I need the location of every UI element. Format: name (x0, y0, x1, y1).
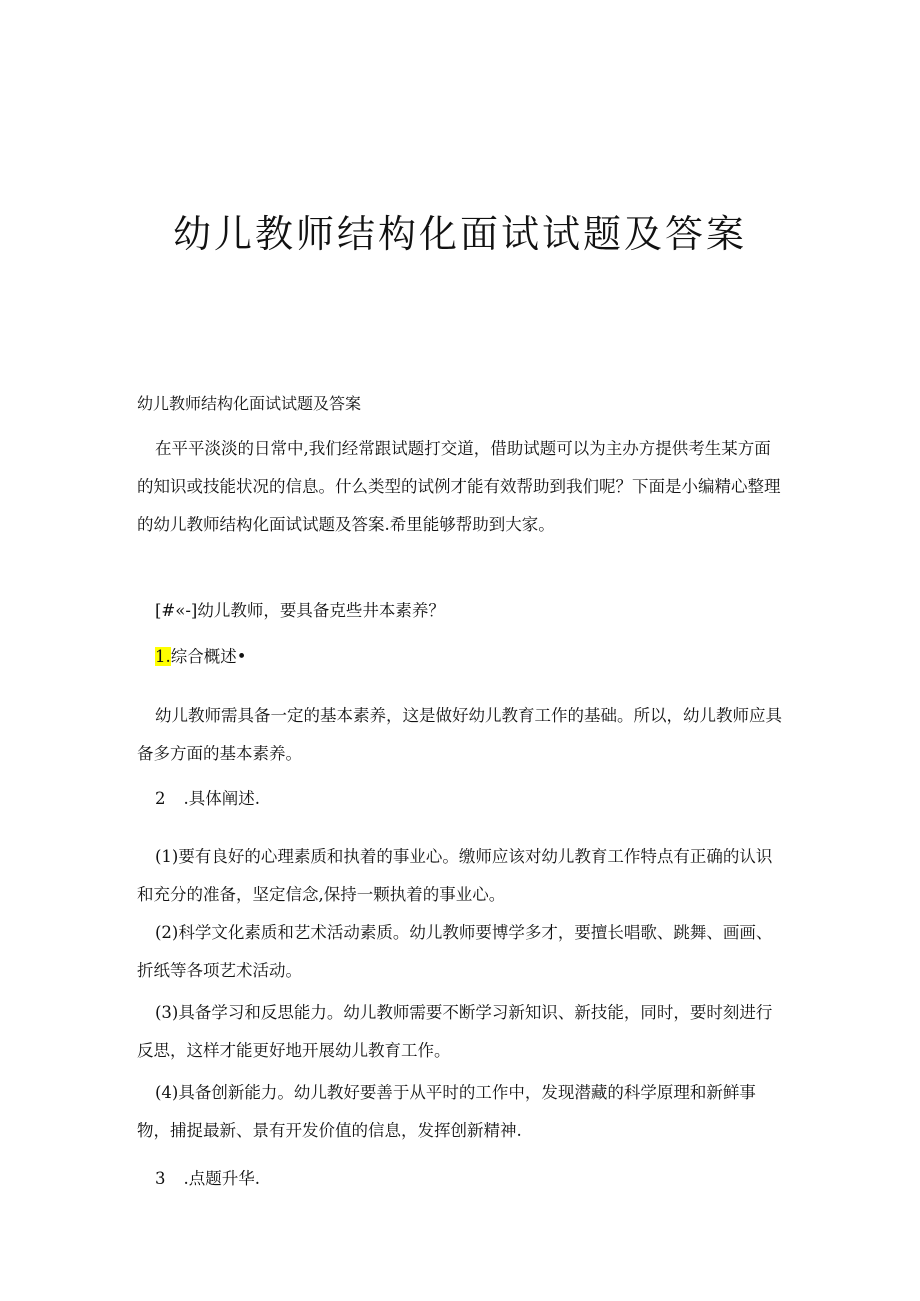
section-3-heading (155, 1165, 260, 1193)
section-3-number: 3 (155, 1169, 166, 1188)
section-2-heading (155, 785, 260, 813)
item-2-paragraph: (2)科学文化素质和艺术活动素质。幼儿教师要博学多才，要擅长唱歌、跳舞、画画、折纸等各项艺术活动。 (137, 923, 773, 980)
item-4-paragraph: (4)具备创新能力。幼儿教好要善于从平时的工作中，发现潜藏的科学原理和新鲜事物，捕捉最新、景有开发价值的信息，发挥创新精神. (137, 1083, 756, 1140)
item-1-paragraph: (1)要有良好的心理素质和执着的事业心。缴师应该对幼儿教育工作特点有正确的认识和充分的准备，坚定信念,保持一颗执着的事业心。 (137, 847, 773, 904)
section-1-label: 综合概述• (170, 647, 247, 666)
item-3-paragraph: (3)具备学习和反思能力。幼儿教师需要不断学习新知识、新技能，同时，要时刻进行反思，这样才能更好地开展幼儿教育工作。 (137, 1003, 773, 1060)
document-subtitle: 幼儿教师结构化面试试题及答案 (137, 394, 362, 413)
section-3-label: .点题升华. (183, 1169, 260, 1188)
section-2-label: .具体阐述. (183, 789, 260, 808)
document-title: 幼儿教师结构化面试试题及答案 (172, 212, 747, 256)
intro-paragraph: 在平平淡淡的日常中,我们经常跟试题打交道，借助试题可以为主办方提供考生某方面的知识或技能状况的信息。什么类型的试例才能有效帮助到我们呢？下面是小编精心整理的幼儿教师结构化面试试题及答案.希里能够帮助到大家。 (137, 439, 781, 534)
section-1-body: 幼儿教师需具备一定的基本素养，这是做好幼儿教育工作的基础。所以，幼儿教师应具备多方面的基本素养。 (137, 706, 782, 763)
question-line: [#«-]幼儿教师，要具备克些井本素养？ (155, 601, 445, 620)
section-2-number: 2 (155, 789, 166, 808)
section-1-heading (155, 643, 246, 671)
section-1-number: 1. (155, 647, 171, 666)
